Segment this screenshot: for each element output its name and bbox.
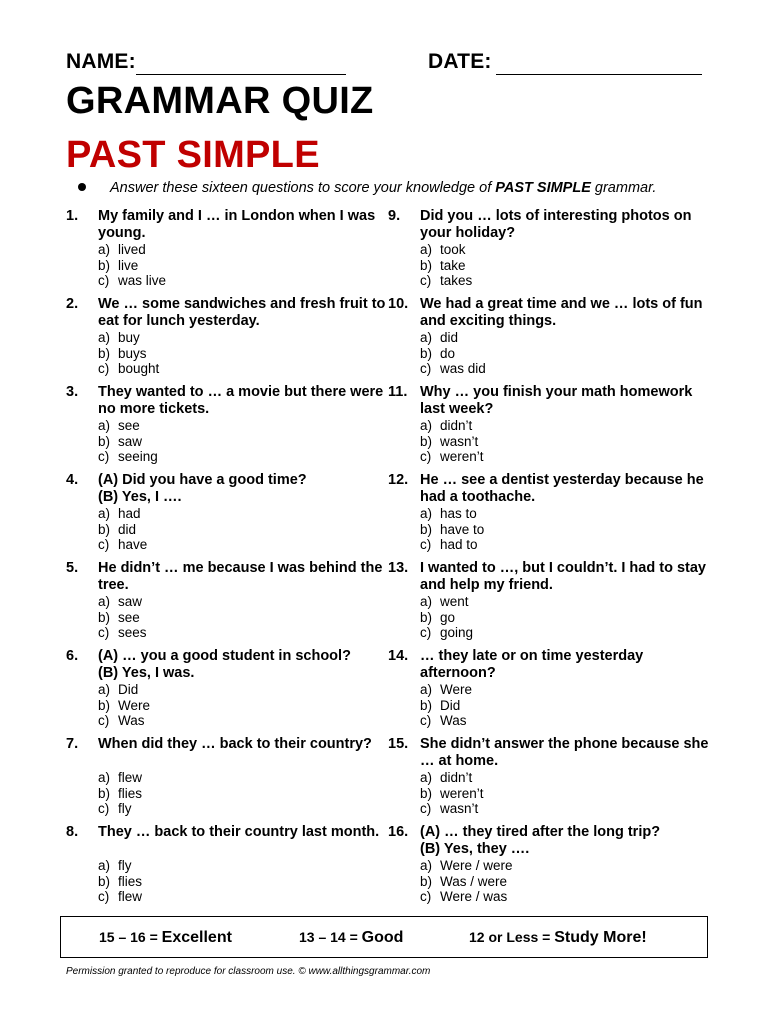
answer-option [98, 889, 398, 905]
option-text: lived [118, 242, 146, 257]
option-letter: b) [98, 873, 111, 889]
question-text: … they late or on time yesterday afternoon? [420, 648, 644, 681]
answer-options [98, 858, 398, 905]
question-number: 6. [66, 648, 79, 664]
answer-option [98, 361, 398, 377]
option-letter: b) [98, 345, 111, 361]
question-text: He … see a dentist yesterday because he had a toothache. [420, 472, 704, 505]
option-text: took [440, 242, 466, 257]
question-item [66, 560, 396, 648]
option-text: didn’t [440, 418, 473, 433]
answer-option [98, 434, 398, 450]
option-text: buy [118, 330, 140, 345]
instruction [70, 180, 750, 196]
option-text: Did [440, 697, 461, 713]
answer-options [420, 330, 720, 377]
question-number: 3. [66, 384, 79, 400]
option-letter: b) [420, 609, 433, 625]
option-text: wasn’t [440, 433, 479, 449]
answer-option [420, 273, 720, 289]
questions-left-column [66, 208, 396, 912]
question-item [66, 384, 396, 472]
option-letter: a) [98, 682, 111, 697]
option-letter: b) [420, 433, 433, 449]
question-number: 4. [66, 472, 79, 488]
question-text: She didn’t answer the phone because she … at home. [420, 736, 709, 769]
option-text: Were [118, 697, 151, 713]
option-text: live [118, 257, 139, 273]
answer-option [420, 537, 720, 553]
answer-options [98, 330, 398, 377]
option-letter: b) [98, 257, 111, 273]
answer-option [420, 594, 720, 610]
option-text: weren’t [440, 785, 484, 801]
question-item [66, 736, 396, 824]
answer-option [420, 858, 720, 874]
option-letter: a) [98, 418, 111, 433]
date-label: DATE: [428, 50, 492, 73]
answer-options [420, 858, 720, 905]
option-text: takes [440, 273, 473, 288]
option-text: flew [118, 889, 143, 904]
option-text: had [118, 506, 141, 521]
option-text: Did [118, 682, 139, 697]
option-letter: b) [98, 785, 111, 801]
answer-option [98, 258, 398, 274]
answer-option [420, 522, 720, 538]
option-text: Was / were [440, 873, 508, 889]
answer-option [420, 713, 720, 729]
question-item [66, 648, 396, 736]
option-letter: c) [98, 625, 110, 640]
option-letter: a) [98, 330, 111, 345]
option-letter: c) [420, 625, 432, 640]
option-letter: b) [420, 785, 433, 801]
answer-option [420, 506, 720, 522]
option-text: see [118, 418, 140, 433]
answer-option [420, 682, 720, 698]
option-text: weren’t [440, 449, 484, 464]
question-item [66, 824, 396, 912]
question-text: They … back to their country last month. [98, 824, 380, 840]
option-letter: a) [98, 858, 111, 873]
answer-option [98, 506, 398, 522]
option-letter: c) [98, 801, 110, 816]
score-label: Excellent [161, 929, 232, 946]
question-number: 14. [388, 648, 409, 664]
name-line [136, 74, 346, 75]
question-item [388, 648, 718, 736]
question-number: 2. [66, 296, 79, 312]
option-text: fly [118, 801, 132, 816]
option-text: wasn’t [440, 801, 479, 816]
option-letter: a) [420, 506, 433, 521]
option-text: did [118, 521, 137, 537]
option-text: going [440, 625, 474, 640]
option-text: Were / was [440, 889, 508, 904]
option-text: take [440, 257, 466, 273]
option-text: didn’t [440, 770, 473, 785]
option-letter: b) [98, 521, 111, 537]
option-text: was live [118, 273, 167, 288]
option-letter: b) [420, 521, 433, 537]
answer-option [98, 713, 398, 729]
question-item [66, 208, 396, 296]
question-number: 12. [388, 472, 409, 488]
option-letter: a) [420, 594, 433, 609]
answer-options [420, 506, 720, 553]
option-text: flies [118, 873, 143, 889]
answer-options [98, 770, 398, 817]
instruction-end: grammar. [590, 180, 657, 196]
option-letter: a) [420, 330, 433, 345]
answer-option [98, 682, 398, 698]
question-text: (A) Did you have a good time? (B) Yes, I …. [98, 472, 307, 505]
option-text: Were / were [440, 858, 513, 873]
answer-option [420, 610, 720, 626]
question-item [388, 560, 718, 648]
option-text: sees [118, 625, 147, 640]
question-text: My family and I … in London when I was young. [98, 208, 376, 241]
score-excellent [99, 929, 232, 947]
question-number: 15. [388, 736, 409, 752]
option-text: do [440, 345, 456, 361]
question-number: 16. [388, 824, 409, 840]
score-study-more [469, 929, 647, 947]
answer-option [420, 242, 720, 258]
question-text: Did you … lots of interesting photos on your holiday? [420, 208, 692, 241]
question-text: When did they … back to their country? [98, 736, 372, 752]
question-number: 7. [66, 736, 79, 752]
option-letter: c) [420, 713, 432, 728]
option-text: Was [118, 713, 145, 728]
option-letter: c) [98, 889, 110, 904]
answer-option [420, 330, 720, 346]
option-letter: a) [98, 594, 111, 609]
option-text: did [440, 330, 459, 345]
answer-option [98, 770, 398, 786]
option-letter: c) [98, 713, 110, 728]
question-number: 8. [66, 824, 79, 840]
answer-options [98, 242, 398, 289]
question-number: 11. [388, 384, 408, 400]
answer-options [420, 682, 720, 729]
question-number: 5. [66, 560, 79, 576]
option-letter: c) [98, 537, 110, 552]
answer-options [98, 594, 398, 641]
question-number: 10. [388, 296, 409, 312]
option-text: have to [440, 521, 485, 537]
page-subtitle: PAST SIMPLE [66, 134, 320, 176]
instruction-text: Answer these sixteen questions to score your knowledge of [110, 180, 496, 196]
option-letter: c) [420, 537, 432, 552]
answer-option [420, 434, 720, 450]
option-text: bought [118, 361, 160, 376]
option-text: has to [440, 506, 477, 521]
answer-option [98, 346, 398, 362]
score-label: Good [361, 929, 404, 946]
option-text: went [440, 594, 469, 609]
question-text: We … some sandwiches and fresh fruit to eat for lunch yesterday. [98, 296, 386, 329]
answer-option [420, 698, 720, 714]
answer-option [420, 258, 720, 274]
question-text: (A) … they tired after the long trip? (B) Yes, they …. [420, 824, 661, 857]
answer-option [98, 242, 398, 258]
answer-option [420, 801, 720, 817]
answer-option [420, 786, 720, 802]
option-letter: a) [420, 242, 433, 257]
score-range: 13 – 14 = [299, 929, 358, 945]
question-item [388, 296, 718, 384]
answer-option [98, 449, 398, 465]
answer-option [420, 418, 720, 434]
question-item [388, 384, 718, 472]
answer-option [98, 522, 398, 538]
option-letter: b) [420, 257, 433, 273]
option-letter: c) [98, 273, 110, 288]
answer-option [98, 594, 398, 610]
answer-option [98, 273, 398, 289]
question-number: 13. [388, 560, 409, 576]
answer-options [420, 594, 720, 641]
option-text: was did [440, 361, 486, 376]
option-letter: a) [98, 770, 111, 785]
answer-option [98, 698, 398, 714]
scoring-box [60, 916, 708, 958]
option-text: have [118, 537, 148, 552]
option-letter: b) [420, 873, 433, 889]
option-letter: b) [98, 609, 111, 625]
option-letter: a) [420, 858, 433, 873]
answer-option [98, 625, 398, 641]
question-text: I wanted to …, but I couldn’t. I had to stay and help my friend. [420, 560, 706, 593]
answer-option [420, 625, 720, 641]
option-text: seeing [118, 449, 158, 464]
option-text: see [118, 609, 140, 625]
option-text: saw [118, 594, 143, 609]
question-text: He didn’t … me because I was behind the tree. [98, 560, 383, 593]
answer-option [420, 874, 720, 890]
date-line [496, 74, 702, 75]
option-letter: c) [420, 889, 432, 904]
option-letter: c) [420, 801, 432, 816]
option-letter: a) [98, 242, 111, 257]
score-good [299, 929, 403, 947]
option-text: buys [118, 345, 147, 361]
instruction-emphasis: PAST SIMPLE [495, 180, 591, 196]
answer-option [98, 874, 398, 890]
answer-option [98, 786, 398, 802]
question-item [66, 296, 396, 384]
answer-options [420, 242, 720, 289]
answer-option [420, 449, 720, 465]
answer-option [420, 346, 720, 362]
score-range: 12 or Less = [469, 929, 551, 945]
question-text: Why … you finish your math homework last week? [420, 384, 693, 417]
answer-options [98, 506, 398, 553]
option-letter: b) [420, 345, 433, 361]
answer-option [98, 610, 398, 626]
option-letter: c) [98, 449, 110, 464]
answer-option [98, 858, 398, 874]
questions-right-column [388, 208, 718, 912]
option-letter: a) [98, 506, 111, 521]
option-text: Were [440, 682, 473, 697]
option-text: fly [118, 858, 132, 873]
answer-options [98, 418, 398, 465]
option-letter: b) [98, 433, 111, 449]
answer-option [98, 801, 398, 817]
option-letter: c) [420, 273, 432, 288]
option-letter: b) [420, 697, 433, 713]
name-label: NAME: [66, 50, 136, 73]
question-item [388, 208, 718, 296]
page-title: GRAMMAR QUIZ [66, 80, 374, 122]
answer-option [420, 361, 720, 377]
answer-option [420, 770, 720, 786]
option-text: saw [118, 433, 143, 449]
option-text: flies [118, 785, 143, 801]
question-text: (A) … you a good student in school? (B) Yes, I was. [98, 648, 351, 681]
question-text: We had a great time and we … lots of fun and exciting things. [420, 296, 703, 329]
answer-option [98, 418, 398, 434]
footer-permission: Permission granted to reproduce for classroom use. © www.allthingsgrammar.com [66, 966, 431, 977]
bullet-icon [78, 183, 86, 191]
option-text: go [440, 609, 456, 625]
option-text: flew [118, 770, 143, 785]
question-text: They wanted to … a movie but there were no more tickets. [98, 384, 384, 417]
question-item [388, 736, 718, 824]
option-letter: a) [420, 682, 433, 697]
answer-option [98, 537, 398, 553]
option-text: had to [440, 537, 478, 552]
score-label: Study More! [554, 929, 647, 946]
name-date-row [66, 50, 706, 80]
question-item [388, 472, 718, 560]
answer-options [420, 770, 720, 817]
answer-options [420, 418, 720, 465]
answer-option [420, 889, 720, 905]
option-letter: c) [98, 361, 110, 376]
option-letter: c) [420, 361, 432, 376]
answer-options [98, 682, 398, 729]
answer-option [98, 330, 398, 346]
question-number: 9. [388, 208, 401, 224]
option-letter: a) [420, 770, 433, 785]
question-item [388, 824, 718, 912]
option-text: Was [440, 713, 467, 728]
score-range: 15 – 16 = [99, 929, 158, 945]
question-number: 1. [66, 208, 79, 224]
option-letter: b) [98, 697, 111, 713]
option-letter: a) [420, 418, 433, 433]
question-item [66, 472, 396, 560]
option-letter: c) [420, 449, 432, 464]
